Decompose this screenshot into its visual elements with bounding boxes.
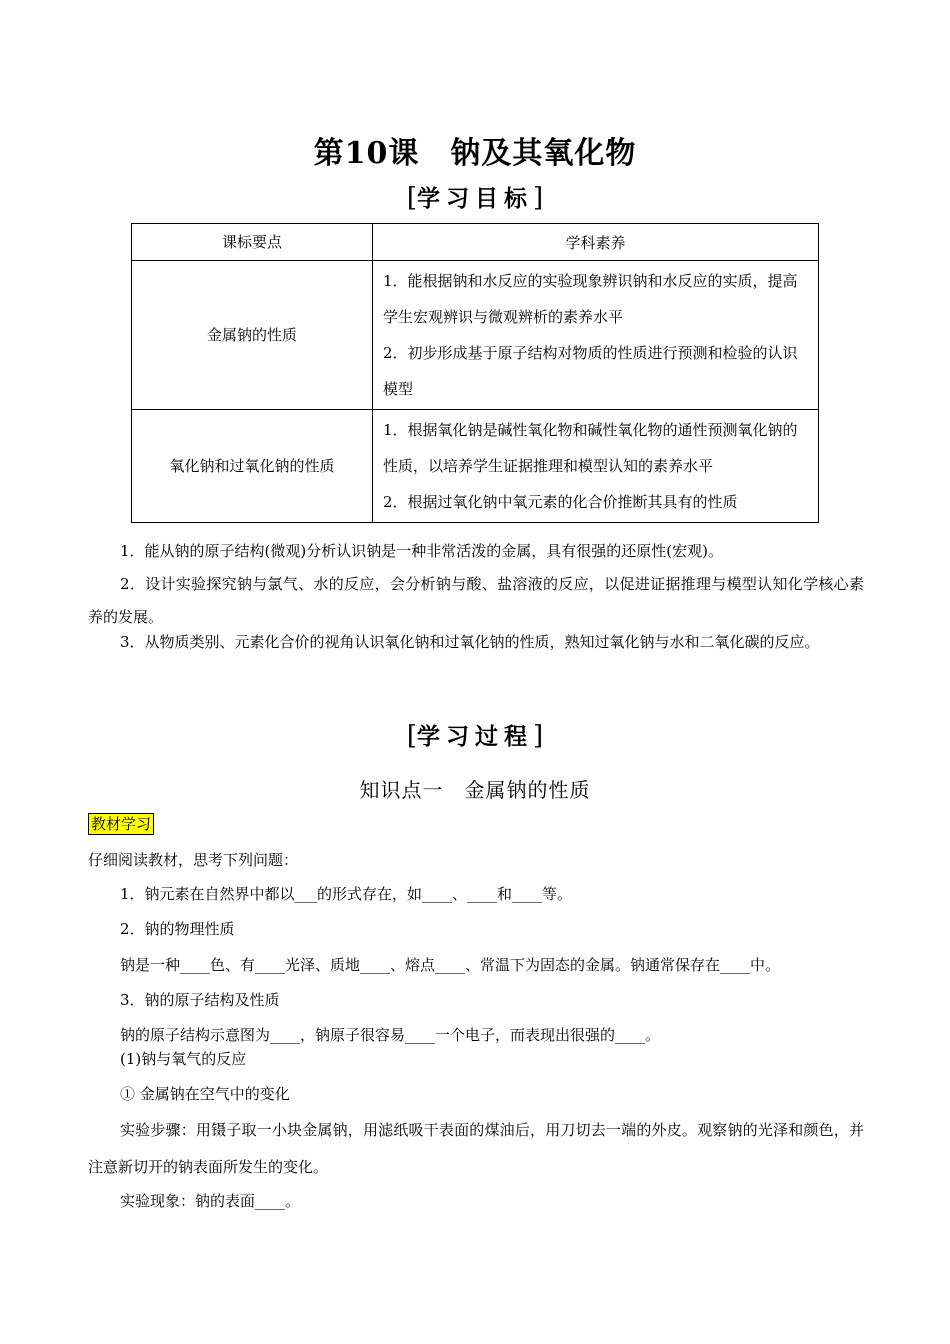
subsection-1a: ① 金属钠在空气中的变化 xyxy=(120,1085,290,1103)
goals-heading xyxy=(0,180,950,213)
goals-table xyxy=(131,223,819,523)
bracket-close: ] xyxy=(533,721,544,751)
table-item: 1．能根据钠和水反应的实验现象辨识钠和水反应的实质，提高学生宏观辨识与微观辨析的素养水平 xyxy=(383,272,798,326)
knowledge-point-title: 知识点一 金属钠的性质 xyxy=(359,778,591,802)
page-title: 第10课 钠及其氧化物 xyxy=(313,136,637,171)
table-item: 1．根据氧化钠是碱性氧化物和碱性氧化物的通性预测氧化钠的性质，以培养学生证据推理和模型认知的素养水平 xyxy=(383,421,798,475)
table-header-cell: 学科素养 xyxy=(373,224,819,261)
table-header-cell: 课标要点 xyxy=(132,224,373,261)
process-heading xyxy=(0,718,950,751)
intro-text: 仔细阅读教材，思考下列问题： xyxy=(88,851,299,869)
question-3-text: 钠的原子结构示意图为____，钠原子很容易____一个电子，而表现出很强的____。 xyxy=(120,1026,661,1044)
table-topic-cell: 氧化钠和过氧化钠的性质 xyxy=(132,410,373,523)
table-row xyxy=(132,261,819,410)
table-item: 2．初步形成基于原子结构对物质的性质进行预测和检验的认识模型 xyxy=(383,344,798,398)
subsection-1: (1)钠与氧气的反应 xyxy=(120,1050,247,1068)
question-2-text: 钠是一种____色、有____光泽、质地____、熔点____、常温下为固态的金属。钠通常保存在____中。 xyxy=(120,956,781,974)
process-heading-text: 学习过程 xyxy=(417,723,533,750)
question-3: 3．钠的原子结构及性质 xyxy=(120,991,280,1009)
question-2: 2．钠的物理性质 xyxy=(120,920,235,938)
bracket-open: [ xyxy=(406,183,417,213)
experiment-phenomenon: 实验现象：钠的表面____。 xyxy=(120,1192,301,1210)
table-topic-cell: 金属钠的性质 xyxy=(132,261,373,410)
table-header-row xyxy=(132,224,819,261)
objective-item: 1．能从钠的原子结构(微观)分析认识钠是一种非常活泼的金属，具有很强的还原性(宏观)。 xyxy=(120,542,723,560)
bracket-open: [ xyxy=(406,721,417,751)
experiment-steps: 实验步骤：用镊子取一小块金属钠，用滤纸吸干表面的煤油后，用刀切去一端的外皮。观察钠的光泽和颜色，并注意新切开的钠表面所发生的变化。 xyxy=(88,1121,864,1176)
objective-item: 2．设计实验探究钠与氯气、水的反应，会分析钠与酸、盐溶液的反应，以促进证据推理与模型认知化学核心素养的发展。 xyxy=(88,575,864,626)
question-1: 1．钠元素在自然界中都以___的形式存在，如____、____和____等。 xyxy=(120,885,573,903)
table-row xyxy=(132,410,819,523)
bracket-close: ] xyxy=(533,183,544,213)
goals-heading-text: 学习目标 xyxy=(417,185,533,212)
table-content-cell xyxy=(373,410,819,523)
objective-item: 3．从物质类别、元素化合价的视角认识氧化钠和过氧化钠的性质，熟知过氧化钠与水和二氧化碳的反应。 xyxy=(120,633,820,651)
table-item: 2．根据过氧化钠中氧元素的化合价推断其具有的性质 xyxy=(383,493,738,511)
highlight-tag: 教材学习 xyxy=(88,813,154,835)
table-content-cell xyxy=(373,261,819,410)
